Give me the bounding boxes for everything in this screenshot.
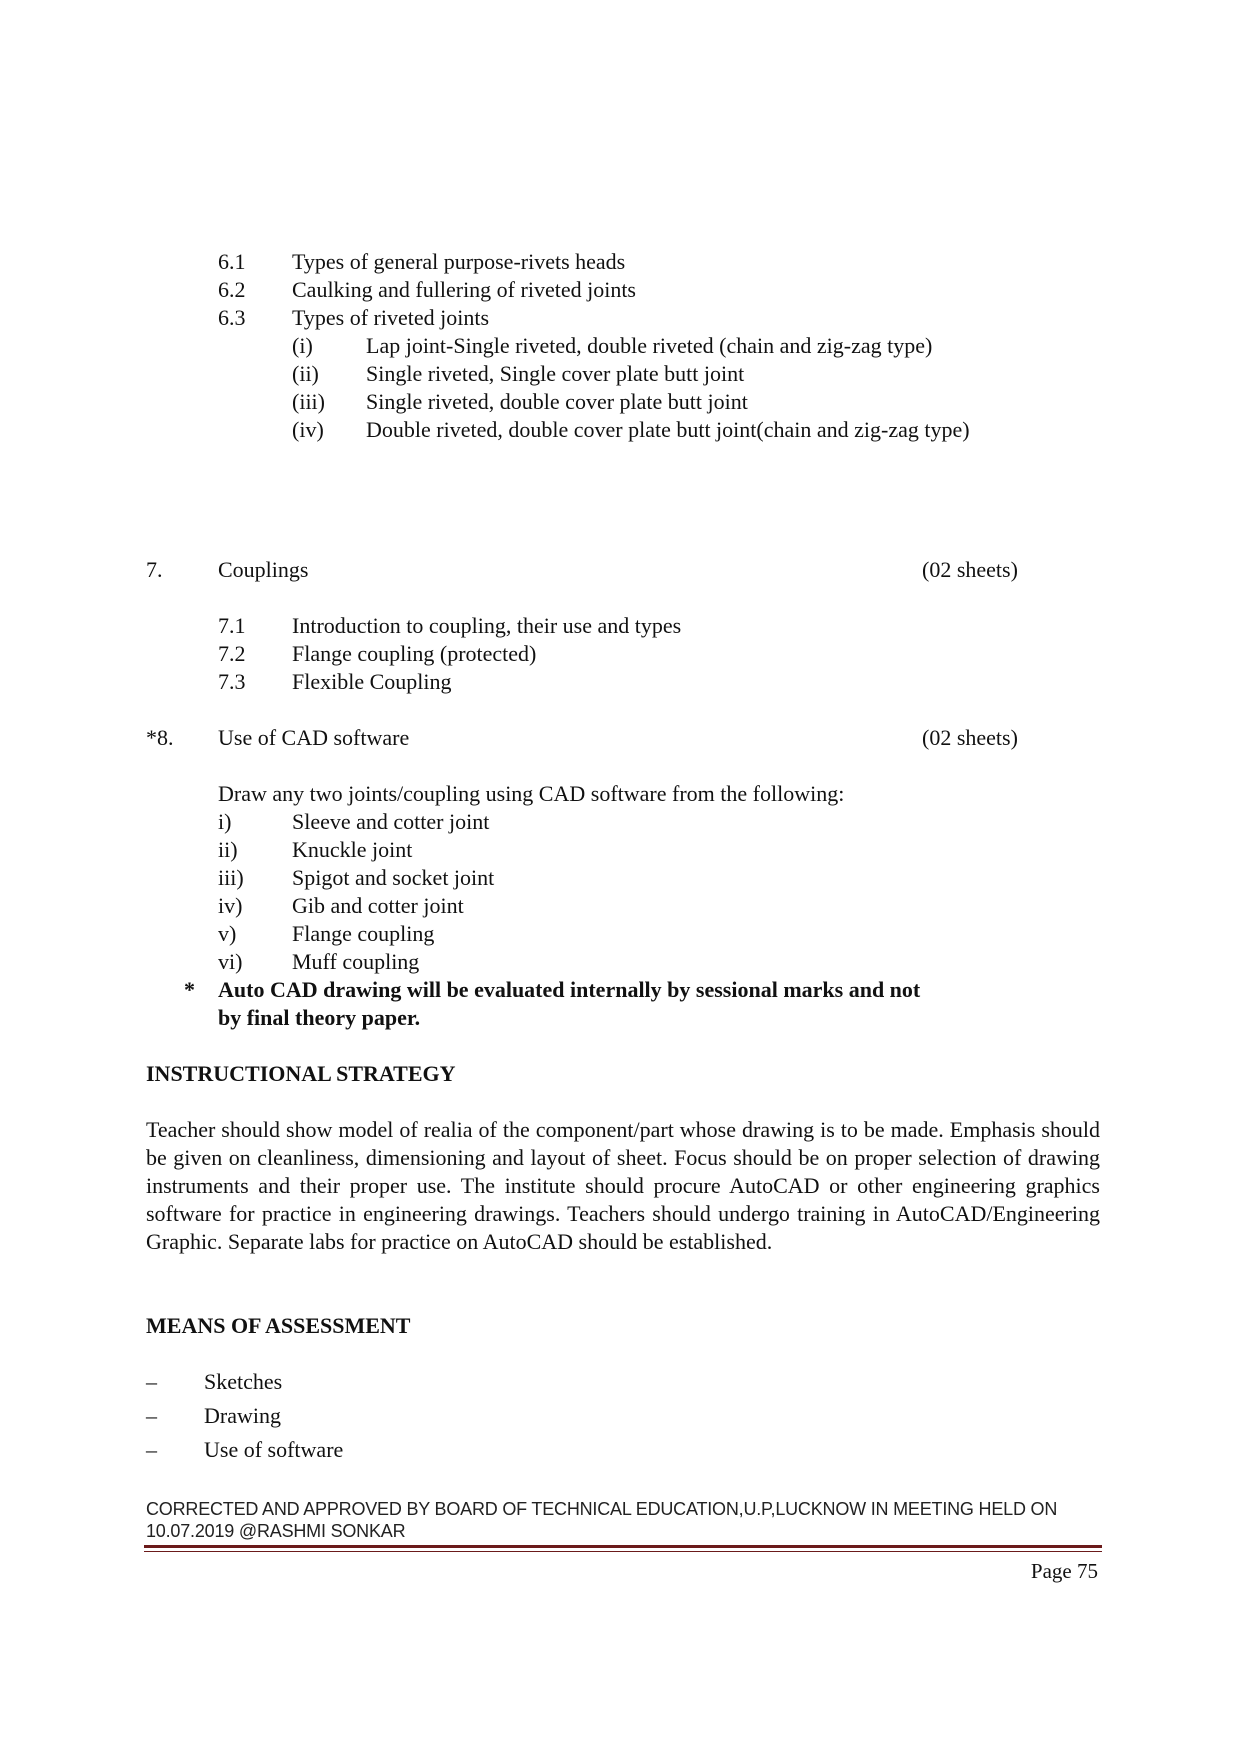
note-marker: * xyxy=(184,977,195,1002)
list-item: Sketches xyxy=(204,1369,283,1394)
section-intro: Draw any two joints/coupling using CAD software from the following: xyxy=(218,781,845,806)
bullet-dash: – xyxy=(146,1437,157,1462)
page-number: Page 75 xyxy=(1030,1559,1098,1583)
item-text: Muff coupling xyxy=(292,949,420,974)
section-title: Use of CAD software xyxy=(218,725,410,750)
sheets-count: (02 sheets) xyxy=(922,557,1018,582)
item-text: Knuckle joint xyxy=(292,837,413,862)
list-item: Use of software xyxy=(204,1437,344,1462)
item-text: Introduction to coupling, their use and types xyxy=(292,613,682,638)
subitem-text: Double riveted, double cover plate butt joint(chain and zig-zag type) xyxy=(366,417,970,442)
item-text: Spigot and socket joint xyxy=(292,865,495,890)
item-text: Flange coupling (protected) xyxy=(292,641,537,666)
subitem-number: (iv) xyxy=(292,417,324,442)
section-heading: MEANS OF ASSESSMENT xyxy=(146,1313,411,1338)
item-text: Caulking and fullering of riveted joints xyxy=(292,277,636,302)
item-number: i) xyxy=(218,809,232,834)
item-number: iii) xyxy=(218,865,244,890)
item-text: Types of riveted joints xyxy=(292,305,490,330)
item-text: Gib and cotter joint xyxy=(292,893,464,918)
footer-rule-thin xyxy=(144,1551,1102,1552)
item-number: vi) xyxy=(218,949,243,974)
item-number: 6.3 xyxy=(218,305,246,330)
instructional-paragraph: Teacher should show model of realia of the component/part whose drawing is to be made. Emphasis should be given on cleanliness, dimensioning and layout of sheet. Focus should be on proper selection of drawing instruments and their proper use. The institute should procure AutoCAD or other engineering graphics software for practice in engineering drawings. Teachers should undergo training in AutoCAD/Engineering Graphic. Separate labs for practice on AutoCAD should be established. xyxy=(146,1117,1100,1254)
footer-approval-line2: 10.07.2019 @RASHMI SONKAR xyxy=(146,1521,406,1541)
item-text: Sleeve and cotter joint xyxy=(292,809,490,834)
item-number: 7.1 xyxy=(218,613,246,638)
bullet-dash: – xyxy=(146,1403,157,1428)
subitem-number: (iii) xyxy=(292,389,325,414)
footer-rule-thick xyxy=(144,1545,1102,1548)
list-item: Drawing xyxy=(204,1403,281,1428)
item-number: ii) xyxy=(218,837,238,862)
note-text-line1: Auto CAD drawing will be evaluated internally by sessional marks and not xyxy=(218,977,921,1002)
note-text-line2: by final theory paper. xyxy=(218,1005,421,1030)
section-number: *8. xyxy=(146,725,174,750)
section-title: Couplings xyxy=(218,557,309,582)
subitem-text: Single riveted, double cover plate butt joint xyxy=(366,389,748,414)
item-number: 6.1 xyxy=(218,249,246,274)
bullet-dash: – xyxy=(146,1369,157,1394)
item-text: Types of general purpose-rivets heads xyxy=(292,249,626,274)
sheets-count: (02 sheets) xyxy=(922,725,1018,750)
item-number: 7.2 xyxy=(218,641,246,666)
subitem-number: (ii) xyxy=(292,361,319,386)
subitem-text: Single riveted, Single cover plate butt joint xyxy=(366,361,745,386)
item-number: 7.3 xyxy=(218,669,246,694)
item-number: v) xyxy=(218,921,237,946)
footer-approval-line1: CORRECTED AND APPROVED BY BOARD OF TECHNICAL EDUCATION,U.P,LUCKNOW IN MEETING HELD ON xyxy=(146,1499,1058,1519)
subitem-number: (i) xyxy=(292,333,313,358)
section-heading: INSTRUCTIONAL STRATEGY xyxy=(146,1061,456,1086)
item-text: Flexible Coupling xyxy=(292,669,452,694)
item-text: Flange coupling xyxy=(292,921,435,946)
section-number: 7. xyxy=(146,557,163,582)
subitem-text: Lap joint-Single riveted, double riveted (chain and zig-zag type) xyxy=(366,333,933,358)
item-number: iv) xyxy=(218,893,243,918)
item-number: 6.2 xyxy=(218,277,246,302)
